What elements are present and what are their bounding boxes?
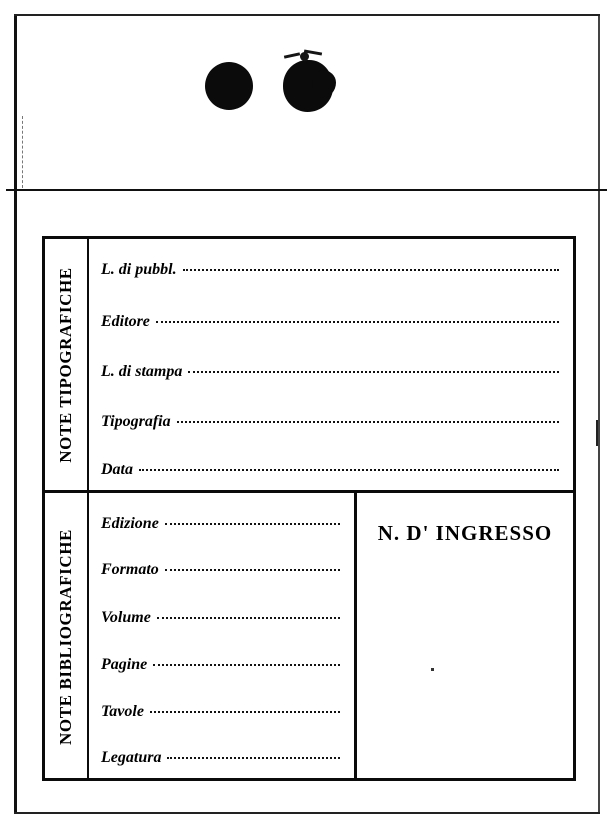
field-row-luogo-pubblicazione[interactable] <box>89 261 573 283</box>
field-input-luogo-stampa[interactable] <box>188 371 559 373</box>
field-input-tipografia[interactable] <box>177 421 559 423</box>
scan-speck <box>431 668 434 671</box>
field-row-edizione[interactable] <box>89 515 354 537</box>
field-label-luogo-stampa: L. di stampa <box>101 363 183 380</box>
section-label-bibliographic <box>45 493 89 781</box>
field-label-tavole: Tavole <box>101 703 144 720</box>
bibliographic-area <box>89 493 573 781</box>
field-label-tipografia: Tipografia <box>101 413 171 430</box>
dashed-guide-line <box>22 116 23 188</box>
card-border-bottom <box>14 812 600 814</box>
section-label-typographic <box>45 239 89 490</box>
field-label-editore: Editore <box>101 313 150 330</box>
accession-number-column[interactable] <box>357 493 573 781</box>
accession-number-title: N. D' INGRESSO <box>377 521 553 545</box>
bibliographic-fields-column <box>89 493 357 781</box>
field-input-pagine[interactable] <box>153 664 340 666</box>
field-row-formato[interactable] <box>89 561 354 583</box>
field-row-tipografia[interactable] <box>89 413 573 435</box>
field-label-legatura: Legatura <box>101 749 162 766</box>
scan-edge-speck <box>596 420 598 446</box>
header-divider <box>6 189 607 191</box>
field-row-volume[interactable] <box>89 609 354 631</box>
field-row-tavole[interactable] <box>89 703 354 725</box>
field-label-pagine: Pagine <box>101 656 148 673</box>
card-border-top <box>14 14 600 16</box>
field-input-luogo-pubblicazione[interactable] <box>183 269 559 271</box>
field-row-pagine[interactable] <box>89 656 354 678</box>
field-input-legatura[interactable] <box>167 757 340 759</box>
field-input-edizione[interactable] <box>165 523 340 525</box>
field-label-data: Data <box>101 461 133 478</box>
ink-speck-icon <box>300 52 309 61</box>
field-row-legatura[interactable] <box>89 749 354 771</box>
section-label-bibliographic-text: NOTE BIBLIOGRAFICHE <box>56 529 75 745</box>
field-input-editore[interactable] <box>156 321 559 323</box>
field-input-tavole[interactable] <box>150 711 340 713</box>
field-row-luogo-stampa[interactable] <box>89 363 573 385</box>
field-input-data[interactable] <box>139 469 559 471</box>
field-row-data[interactable] <box>89 461 573 483</box>
field-label-formato: Formato <box>101 561 159 578</box>
form-frame <box>42 236 576 781</box>
typographic-fields <box>89 239 573 490</box>
field-input-formato[interactable] <box>165 569 340 571</box>
field-label-luogo-pubblicazione: L. di pubbl. <box>101 261 177 278</box>
section-bibliographic-notes <box>45 493 573 781</box>
ink-blot-left-icon <box>205 62 253 110</box>
field-row-editore[interactable] <box>89 313 573 335</box>
field-label-edizione: Edizione <box>101 515 159 532</box>
section-typographic-notes <box>45 239 573 493</box>
section-label-typographic-text: NOTE TIPOGRAFICHE <box>56 266 75 463</box>
field-input-volume[interactable] <box>157 617 340 619</box>
field-label-volume: Volume <box>101 609 151 626</box>
